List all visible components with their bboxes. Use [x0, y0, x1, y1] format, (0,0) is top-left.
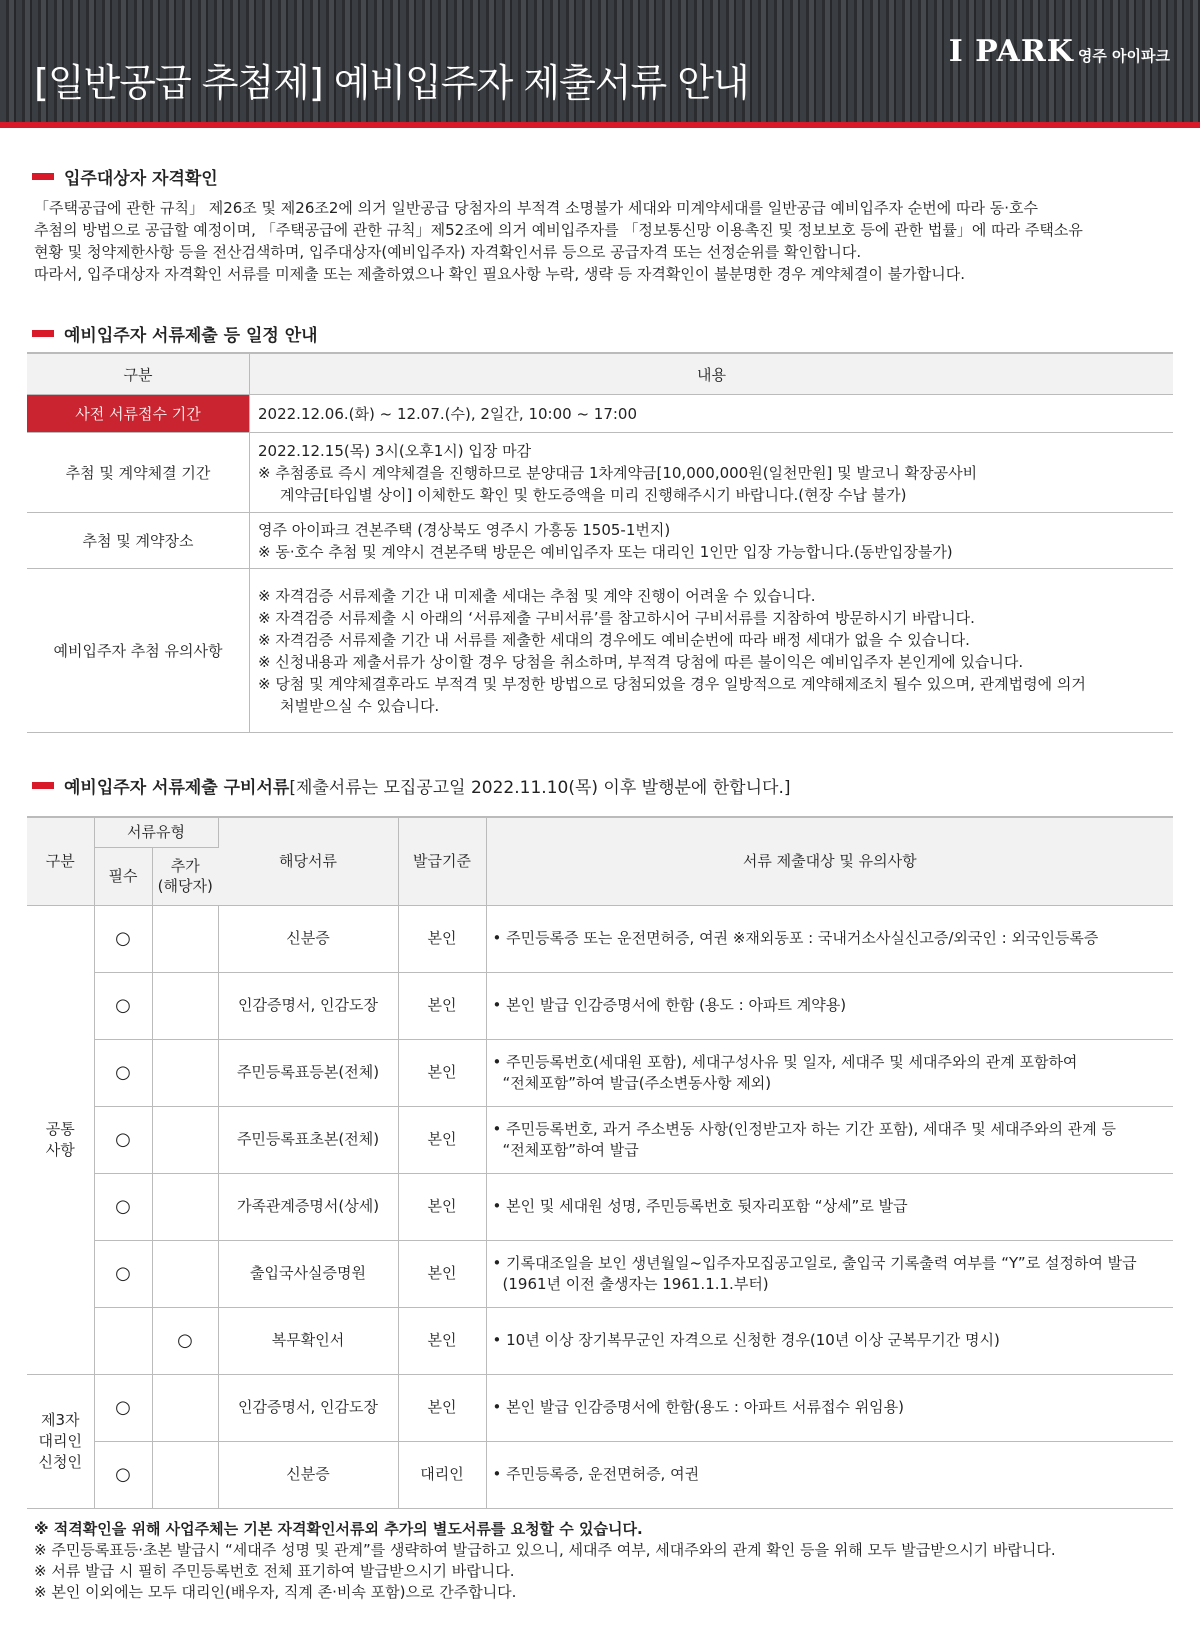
required-mark: ○ — [94, 1173, 152, 1240]
additional-mark — [152, 905, 218, 972]
footer-note: ※ 적격확인을 위해 사업주체는 기본 자격확인서류외 추가의 별도서류를 요청할 수 있습니다. — [34, 1520, 643, 1538]
document-note: • 본인 발급 인감증명서에 한함 (용도 : 아파트 계약용) — [486, 972, 1173, 1039]
document-name: 신분증 — [218, 905, 398, 972]
intro-line: 현황 및 청약제한사항 등을 전산검색하며, 입주대상자(예비입주자) 자격확인서류 등으로 공급자격 또는 선정순위를 확인합니다. — [34, 243, 862, 261]
table-row — [27, 1173, 1173, 1240]
schedule-header-content: 내용 — [250, 353, 1174, 395]
schedule-label: 예비입주자 추첨 유의사항 — [27, 569, 250, 733]
section-marker-icon — [32, 782, 54, 789]
document-name: 인감증명서, 인감도장 — [218, 1374, 398, 1441]
table-row — [27, 1106, 1173, 1173]
footer-notes — [34, 1519, 1056, 1603]
schedule-label: 추첨 및 계약체결 기간 — [27, 433, 250, 513]
schedule-table — [27, 352, 1173, 733]
issue-basis: 본인 — [398, 905, 486, 972]
section-title-documents: 예비입주자 서류제출 구비서류 [제출서류는 모집공고일 2022.11.10(목) 이후 발행분에 한합니다.] — [32, 773, 790, 798]
table-row — [27, 433, 1173, 513]
required-mark: ○ — [94, 1039, 152, 1106]
docs-header-type: 서류유형 — [94, 817, 218, 847]
section-title-qualification: 입주대상자 자격확인 — [32, 164, 218, 189]
section-marker-icon — [32, 330, 54, 337]
document-note: • 주민등록번호(세대원 포함), 세대구성사유 및 일자, 세대주 및 세대주와의 관계 포함하여 “전체포함”하여 발급(주소변동사항 제외) — [486, 1039, 1173, 1106]
document-note: • 기록대조일을 보인 생년월일~입주자모집공고일로, 출입국 기록출력 여부를 “Y”로 설정하여 발급 (1961년 이전 출생자는 1961.1.1.부터) — [486, 1240, 1173, 1307]
table-row — [27, 972, 1173, 1039]
additional-mark — [152, 1106, 218, 1173]
required-mark: ○ — [94, 972, 152, 1039]
page-title: [일반공급 추첨제] 예비입주자 제출서류 안내 — [34, 61, 749, 105]
issue-basis: 본인 — [398, 1173, 486, 1240]
issue-basis: 본인 — [398, 1039, 486, 1106]
required-mark: ○ — [94, 1441, 152, 1508]
documents-table — [27, 816, 1173, 1509]
issue-basis: 본인 — [398, 1307, 486, 1374]
document-note: • 본인 발급 인감증명서에 한함(용도 : 아파트 서류접수 위임용) — [486, 1374, 1173, 1441]
table-row — [27, 395, 1173, 433]
required-mark: ○ — [94, 1106, 152, 1173]
group-label-common: 공통 사항 — [27, 905, 94, 1374]
table-row — [27, 1441, 1173, 1508]
brand-logo-text: I PARK — [948, 34, 1074, 69]
document-note: • 주민등록번호, 과거 주소변동 사항(인정받고자 하는 기간 포함), 세대주 및 세대주와의 관계 등 “전체포함”하여 발급 — [486, 1106, 1173, 1173]
document-name: 신분증 — [218, 1441, 398, 1508]
issue-basis: 본인 — [398, 972, 486, 1039]
table-row — [27, 1307, 1173, 1374]
footer-note: ※ 서류 발급 시 필히 주민등록번호 전체 표기하여 발급받으시기 바랍니다. — [34, 1562, 515, 1580]
schedule-content: ※ 자격검증 서류제출 기간 내 미제출 세대는 추첨 및 계약 진행이 어려울 수 있습니다. ※ 자격검증 서류제출 시 아래의 ‘서류제출 구비서류’를 참고하시어 구비서류를 지참하여 방문하시기 바랍니다. ※ 자격검증 서류제출 기간 내 서류를 제출한 세대의 경우에도 예비순번에 따라 배정 세대가 없을 수 있습니다. ※ 신청내용과 제출서류가 상이할 경우 당첨을 취소하며, 부적격 당첨에 따른 불이익은 예비입주자 본인게에 있습니다. ※ 당첨 및 계약체결후라도 부적격 및 부정한 방법으로 당첨되었을 경우 일방적으로 계약해제조치 될수 있으며, 관계법령에 의거 처벌받으실 수 있습니다. — [250, 569, 1174, 733]
intro-line: 「주택공급에 관한 규칙」 제26조 및 제26조2에 의거 일반공급 당첨자의 부적격 소명불가 세대와 미계약세대를 일반공급 예비입주자 순번에 따라 동·호수 — [34, 199, 1038, 217]
document-name: 출입국사실증명원 — [218, 1240, 398, 1307]
issue-basis: 대리인 — [398, 1441, 486, 1508]
table-row — [27, 905, 1173, 972]
required-mark: ○ — [94, 1240, 152, 1307]
document-note: • 본인 및 세대원 성명, 주민등록번호 뒷자리포함 “상세”로 발급 — [486, 1173, 1173, 1240]
additional-mark — [152, 972, 218, 1039]
document-name: 가족관계증명서(상세) — [218, 1173, 398, 1240]
schedule-content: 영주 아이파크 견본주택 (경상북도 영주시 가흥동 1505-1번지) ※ 동·호수 추첨 및 계약시 견본주택 방문은 예비입주자 또는 대리인 1인만 입장 가능합니다.(동반입장불가) — [250, 513, 1174, 569]
table-row — [27, 1039, 1173, 1106]
schedule-label: 사전 서류접수 기간 — [27, 395, 250, 433]
table-row — [27, 1240, 1173, 1307]
docs-header-document: 해당서류 — [218, 817, 398, 905]
schedule-content: 2022.12.06.(화) ~ 12.07.(수), 2일간, 10:00 ~ 17:00 — [250, 395, 1174, 433]
docs-header-required: 필수 — [94, 847, 152, 905]
docs-header-additional: 추가 (해당자) — [152, 847, 218, 905]
schedule-content: 2022.12.15(목) 3시(오후1시) 입장 마감 ※ 추첨종료 즉시 계약체결을 진행하므로 분양대금 1차계약금[10,000,000원(일천만원] 및 발코니 확장공사비 계약금[타입별 상이] 이체한도 확인 및 한도증액을 미리 진행해주시기 바랍니다.(현장 수납 불가) — [250, 433, 1174, 513]
table-row — [27, 569, 1173, 733]
docs-header-category: 구분 — [27, 817, 94, 905]
issue-basis: 본인 — [398, 1106, 486, 1173]
table-row — [27, 1374, 1173, 1441]
footer-note: ※ 본인 이외에는 모두 대리인(배우자, 직계 존·비속 포함)으로 간주합니다. — [34, 1583, 517, 1601]
docs-header-basis: 발급기준 — [398, 817, 486, 905]
document-name: 주민등록표등본(전체) — [218, 1039, 398, 1106]
group-label-proxy: 제3자 대리인 신청인 — [27, 1374, 94, 1508]
document-name: 복무확인서 — [218, 1307, 398, 1374]
additional-mark — [152, 1374, 218, 1441]
docs-header-notes: 서류 제출대상 및 유의사항 — [486, 817, 1173, 905]
intro-line: 추첨의 방법으로 공급할 예정이며, 「주택공급에 관한 규칙」제52조에 의거 예비입주자를 「정보통신망 이용촉진 및 정보보호 등에 관한 법률」에 따라 주택소유 — [34, 221, 1083, 239]
additional-mark — [152, 1240, 218, 1307]
additional-mark — [152, 1441, 218, 1508]
schedule-label: 추첨 및 계약장소 — [27, 513, 250, 569]
schedule-header-category: 구분 — [27, 353, 250, 395]
additional-mark: ○ — [152, 1307, 218, 1374]
section-marker-icon — [32, 173, 54, 180]
document-name: 주민등록표초본(전체) — [218, 1106, 398, 1173]
qualification-text — [34, 197, 1174, 285]
document-note: • 10년 이상 장기복무군인 자격으로 신청한 경우(10년 이상 군복무기간 명시) — [486, 1307, 1173, 1374]
document-name: 인감증명서, 인감도장 — [218, 972, 398, 1039]
page-header — [0, 0, 1200, 128]
brand-logo — [949, 34, 1170, 69]
issue-basis: 본인 — [398, 1374, 486, 1441]
table-row — [27, 513, 1173, 569]
required-mark: ○ — [94, 1374, 152, 1441]
additional-mark — [152, 1173, 218, 1240]
footer-note: ※ 주민등록표등·초본 발급시 “세대주 성명 및 관계”를 생략하여 발급하고 있으니, 세대주 여부, 세대주와의 관계 확인 등을 위해 모두 발급받으시기 바랍니다. — [34, 1541, 1056, 1559]
brand-subtitle: 영주 아이파크 — [1077, 47, 1170, 65]
additional-mark — [152, 1039, 218, 1106]
document-note: • 주민등록증 또는 운전면허증, 여권 ※재외동포 : 국내거소사실신고증/외국인 : 외국인등록증 — [486, 905, 1173, 972]
required-mark — [94, 1307, 152, 1374]
required-mark: ○ — [94, 905, 152, 972]
intro-line: 따라서, 입주대상자 자격확인 서류를 미제출 또는 제출하였으나 확인 필요사항 누락, 생략 등 자격확인이 불분명한 경우 계약체결이 불가합니다. — [34, 265, 966, 283]
section-title-schedule: 예비입주자 서류제출 등 일정 안내 — [32, 321, 318, 346]
issue-basis: 본인 — [398, 1240, 486, 1307]
document-note: • 주민등록증, 운전면허증, 여권 — [486, 1441, 1173, 1508]
